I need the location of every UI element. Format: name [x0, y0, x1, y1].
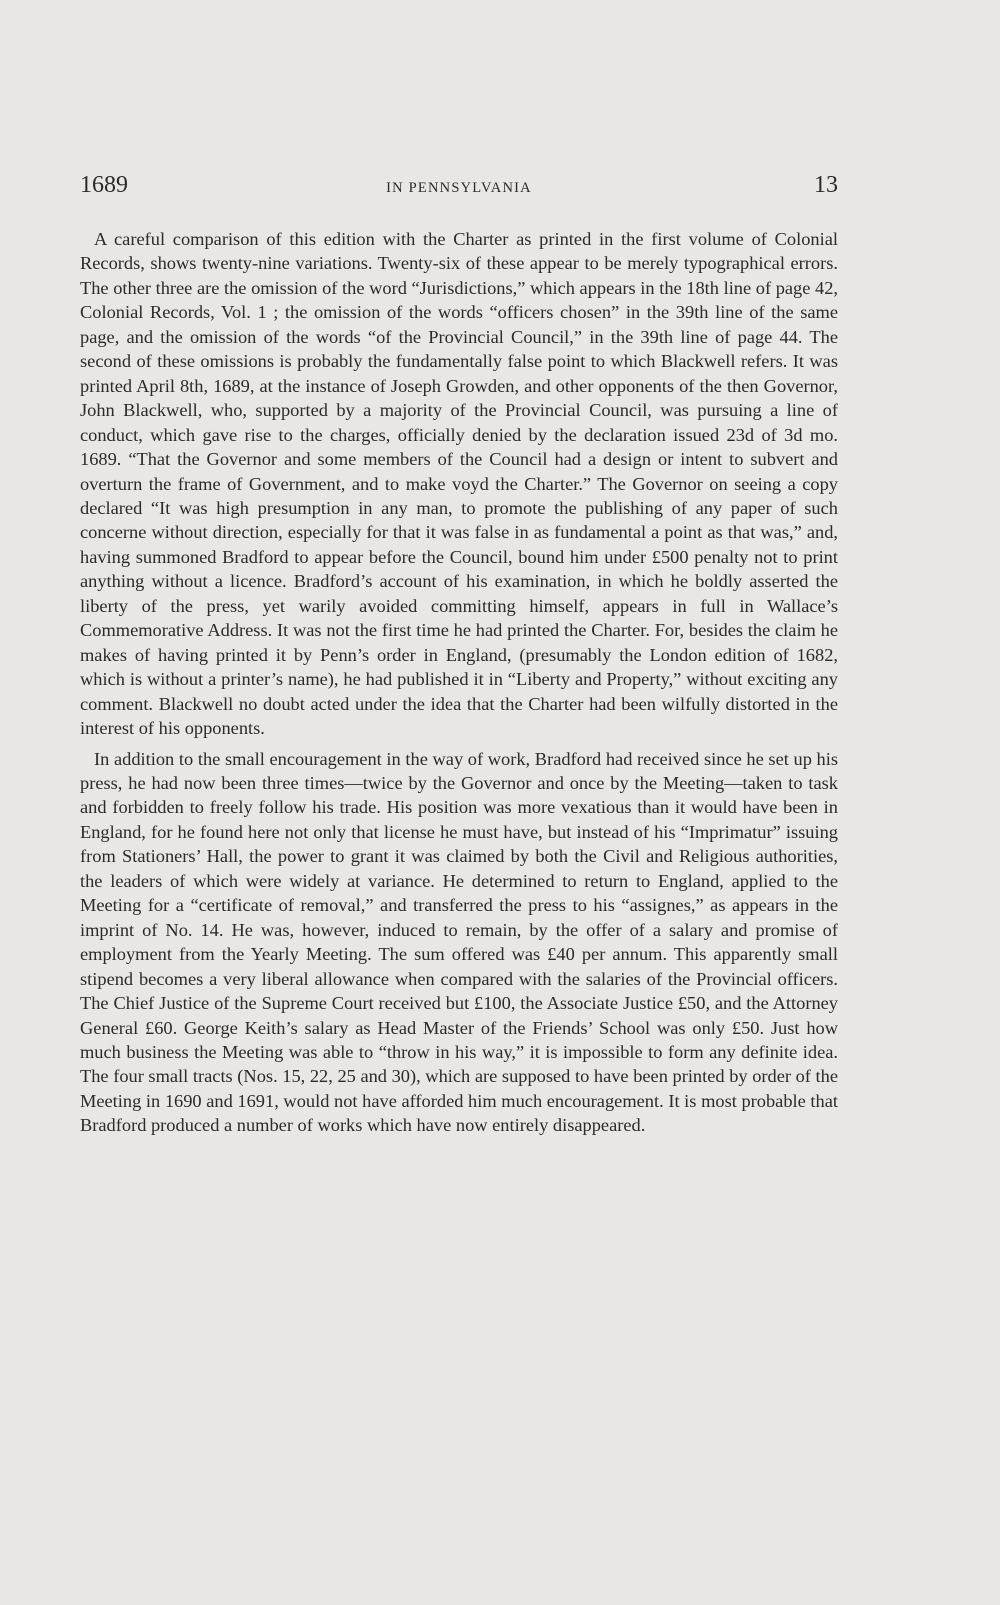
paragraph: A careful comparison of this edition with the Charter as printed in the first volume of Colonial Records, shows twenty-nine variations. Twenty-six of these appear to be merely typographical errors. The other three are the omission of the word “Jurisdictions,” which appears in the 18th line of page 42, Colonial Records, Vol. 1 ; the omission of the words “officers chosen” in the 39th line of the same page, and the omission of the words “of the Provincial Council,” in the 39th line of page 44. The second of these omissions is probably the fundamentally false point to which Blackwell refers. It was printed April 8th, 1689, at the instance of Joseph Growden, and other opponents of the then Governor, John Blackwell, who, supported by a majority of the Provincial Council, was pursuing a line of conduct, which gave rise to the charges, officially denied by the declaration issued 23d of 3d mo. 1689. “That the Governor and some members of the Council had a design or intent to subvert and overturn the frame of Government, and to make voyd the Charter.” The Governor on seeing a copy declared “It was high presumption in any man, to promote the publishing of any paper of such concerne without direction, especially for that it was false in as fundamental a point as that was,” and, having summoned Bradford to appear before the Council, bound him under £500 penalty not to print anything without a licence. Bradford’s account of his examination, in which he boldly asserted the liberty of the press, yet warily avoided committing himself, appears in full in Wallace’s Commemorative Address. It was not the first time he had printed the Charter. For, besides the claim he makes of having printed it by Penn’s order in England, (presumably the London edition of 1682, which is without a printer’s name), he had published it in “Liberty and Property,” without exciting any comment. Blackwell no doubt acted under the idea that the Charter had been wilfully distorted in the interest of his opponents.	[80, 229, 838, 739]
header-year: 1689	[80, 172, 128, 198]
header-title: IN PENNSYLVANIA	[386, 180, 532, 196]
paragraph: In addition to the small encouragement in the way of work, Bradford had received since he set up his press, he had now been three times—twice by the Governor and once by the Meeting—taken to task and forbidden to freely follow his trade. His position was more vexatious than it would have been in England, for he found here not only that license he must have, but instead of his “Imprimatur” issuing from Stationers’ Hall, the power to grant it was claimed by both the Civil and Religious authorities, the leaders of which were widely at variance. He determined to return to England, applied to the Meeting for a “certificate of removal,” and transferred the press to his “assignes,” as appears in the imprint of No. 14. He was, however, induced to remain, by the offer of a salary and promise of employment from the Yearly Meeting. The sum offered was £40 per annum. This apparently small stipend becomes a very liberal allowance when compared with the salaries of the Provincial officers. The Chief Justice of the Supreme Court received but £100, the Associate Justice £50, and the Attorney General £60. George Keith’s salary as Head Master of the Friends’ School was only £50. Just how much business the Meeting was able to “throw in his way,” it is impossible to form any definite idea. The four small tracts (Nos. 15, 22, 25 and 30), which are supposed to have been printed by order of the Meeting in 1690 and 1691, would not have afforded him much encouragement. It is most probable that Bradford produced a number of works which have now entirely disappeared.	[80, 748, 838, 1136]
body-text	[80, 227, 838, 1138]
running-header	[80, 172, 838, 212]
page-number: 13	[814, 172, 838, 198]
